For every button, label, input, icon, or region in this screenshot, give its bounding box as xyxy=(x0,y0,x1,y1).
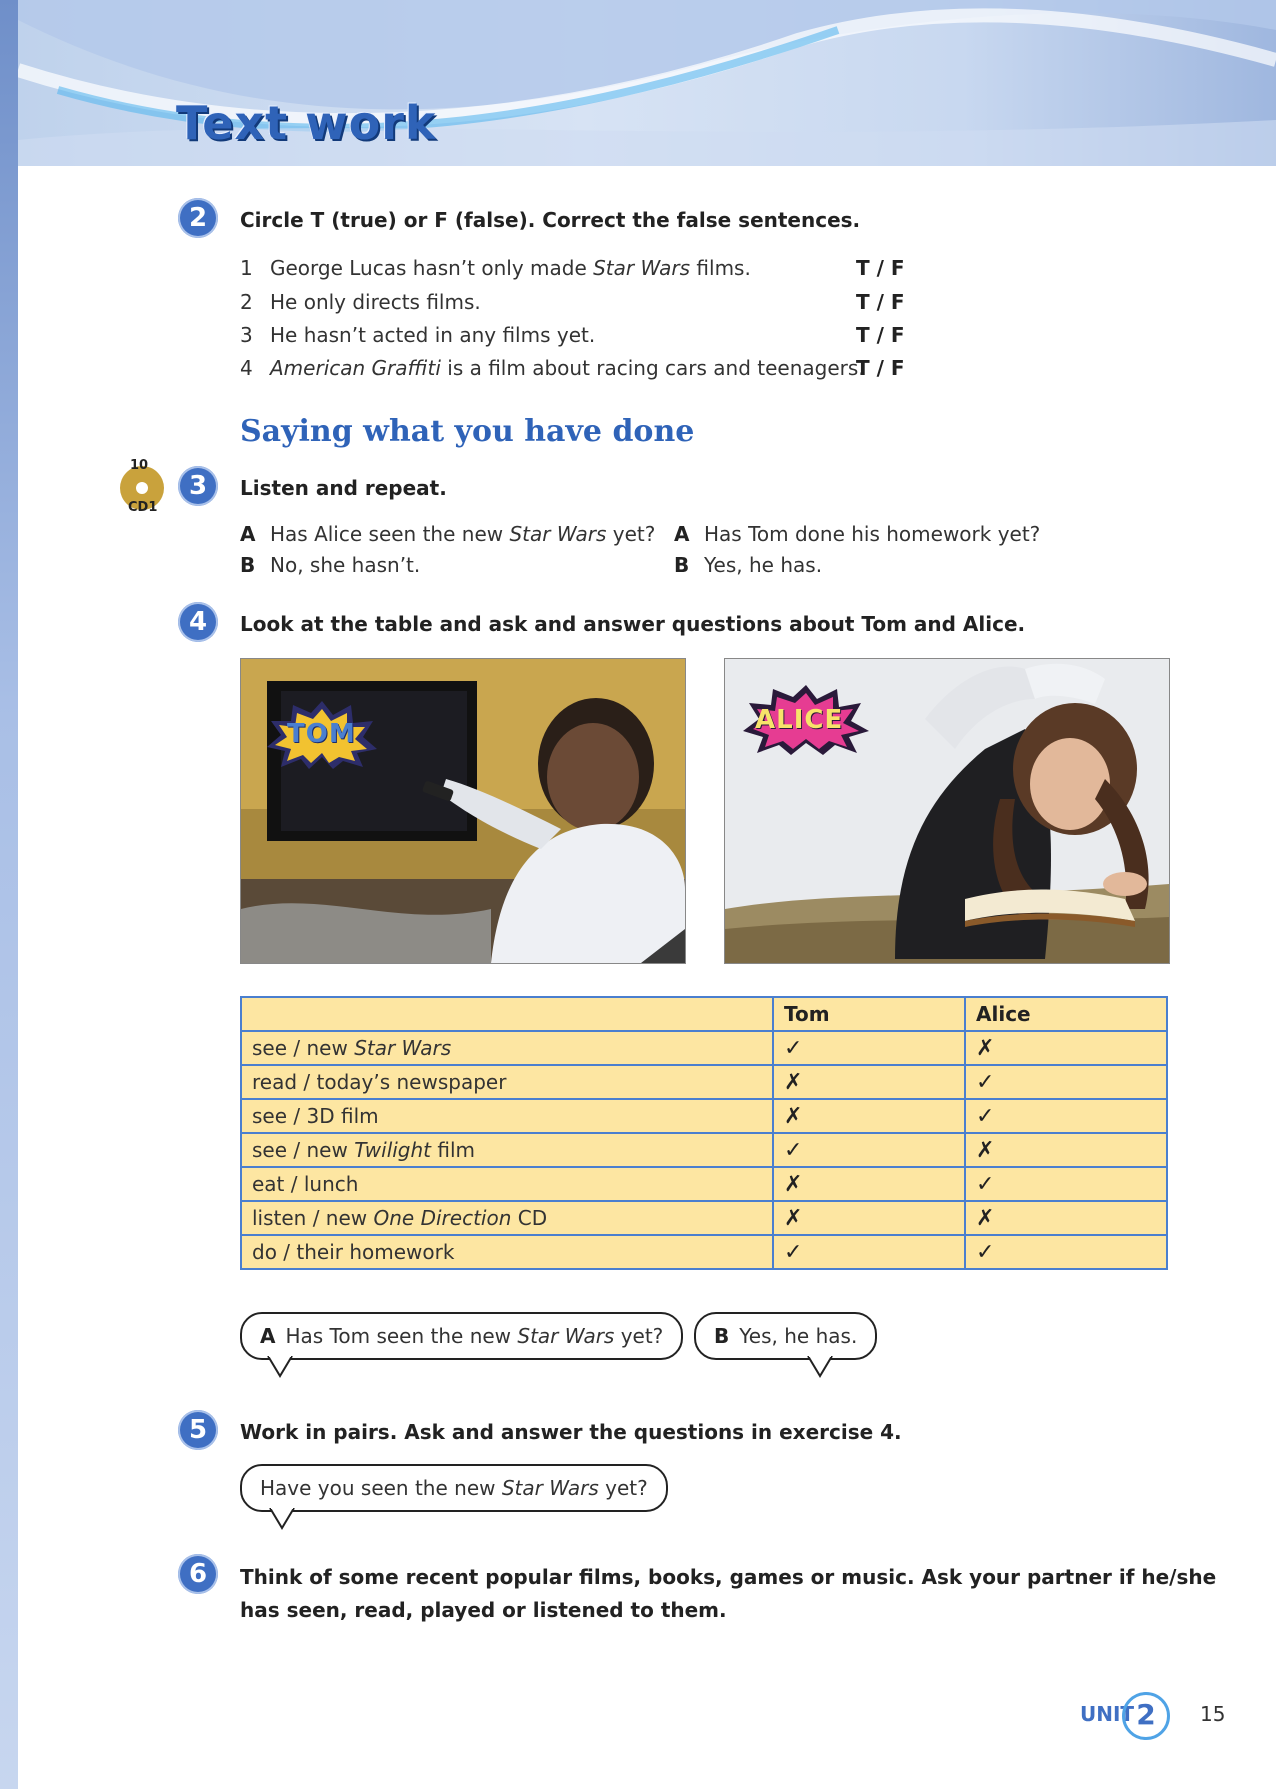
exercise-number-3: 3 xyxy=(178,466,218,506)
activity-text: eat / lunch xyxy=(252,1172,359,1196)
tom-mark: ✓ xyxy=(773,1133,965,1167)
bubble-text: Has Tom seen the new xyxy=(285,1324,518,1348)
dialogue-1-line-a xyxy=(240,522,655,546)
speaker-label: B xyxy=(674,553,690,577)
activity-cell xyxy=(241,1065,773,1099)
activity-cell xyxy=(241,1167,773,1201)
activity-text: see / new xyxy=(252,1138,355,1162)
alice-mark: ✓ xyxy=(965,1167,1167,1201)
header-banner xyxy=(18,0,1276,166)
item-text: He only directs films. xyxy=(270,290,481,314)
item-text-end: is a film about racing cars and teenagers. xyxy=(440,356,865,380)
activity-text-end: CD xyxy=(511,1206,548,1230)
cd-track-number: 10 xyxy=(130,458,149,473)
activity-text: read / today’s newspaper xyxy=(252,1070,507,1094)
alice-photo xyxy=(724,658,1170,964)
activity-title-italic: Star Wars xyxy=(354,1036,452,1060)
item-number: 4 xyxy=(240,356,253,380)
activity-cell xyxy=(241,1201,773,1235)
activity-title-italic: One Direction xyxy=(373,1206,512,1230)
alice-mark: ✗ xyxy=(965,1031,1167,1065)
bubble-text: Yes, he has. xyxy=(739,1324,858,1348)
table-header-row xyxy=(241,997,1167,1031)
ex2-item-2 xyxy=(240,290,481,314)
speaker-label: A xyxy=(674,522,690,546)
dialogue-1-line-b xyxy=(240,553,420,577)
item-number: 2 xyxy=(240,290,253,314)
exercise-6-instruction-line-1: Think of some recent popular films, books, games or music. Ask your partner if he/she xyxy=(240,1565,1217,1589)
tom-mark: ✓ xyxy=(773,1235,965,1269)
speech-bubble-a-tail xyxy=(266,1356,296,1378)
alice-badge-label: ALICE xyxy=(755,705,844,735)
table-row xyxy=(241,1099,1167,1133)
unit-label: UNIT xyxy=(1080,1702,1135,1726)
left-color-bar xyxy=(0,0,18,1789)
tom-mark: ✓ xyxy=(773,1031,965,1065)
tf-choice-1[interactable]: T / F xyxy=(856,256,905,280)
tom-badge-label: TOM xyxy=(287,719,356,749)
speaker-label: A xyxy=(260,1324,276,1348)
exercise-6-instruction-line-2: has seen, read, played or listened to them. xyxy=(240,1598,727,1622)
unit-number-badge: 2 xyxy=(1122,1692,1170,1740)
header-tom: Tom xyxy=(773,997,965,1031)
tom-mark: ✗ xyxy=(773,1099,965,1133)
table-row xyxy=(241,1031,1167,1065)
tom-alice-table xyxy=(240,996,1168,1270)
cd-hole xyxy=(136,482,148,494)
tom-mark: ✗ xyxy=(773,1065,965,1099)
speech-bubble-b xyxy=(694,1312,877,1360)
exercise-2-instruction: Circle T (true) or F (false). Correct the false sentences. xyxy=(240,208,861,232)
cd-disc-label: CD1 xyxy=(128,500,158,515)
table-row xyxy=(241,1065,1167,1099)
alice-mark: ✓ xyxy=(965,1065,1167,1099)
line-text: Yes, he has. xyxy=(704,553,823,577)
tom-mark: ✗ xyxy=(773,1167,965,1201)
table-row xyxy=(241,1201,1167,1235)
exercise-number-5: 5 xyxy=(178,1410,218,1450)
ex2-item-3 xyxy=(240,323,595,347)
page-number: 15 xyxy=(1200,1702,1226,1726)
exercise-number-2: 2 xyxy=(178,198,218,238)
exercise-3-instruction: Listen and repeat. xyxy=(240,476,447,500)
section-heading: Saying what you have done xyxy=(240,414,695,449)
bubble-text-end: yet? xyxy=(598,1476,648,1500)
speech-bubble-b-tail xyxy=(806,1356,836,1378)
ex2-item-4 xyxy=(240,356,865,380)
tf-choice-4[interactable]: T / F xyxy=(856,356,905,380)
line-text: Has Alice seen the new xyxy=(270,522,510,546)
tom-photo xyxy=(240,658,686,964)
page-title: Text work xyxy=(176,96,437,150)
exercise-number-6: 6 xyxy=(178,1554,218,1594)
speaker-label: B xyxy=(240,553,256,577)
alice-mark: ✓ xyxy=(965,1235,1167,1269)
tf-choice-2[interactable]: T / F xyxy=(856,290,905,314)
activity-text: listen / new xyxy=(252,1206,374,1230)
table-row xyxy=(241,1167,1167,1201)
line-text: No, she hasn’t. xyxy=(270,553,421,577)
table-row xyxy=(241,1133,1167,1167)
exercise-5-instruction: Work in pairs. Ask and answer the questions in exercise 4. xyxy=(240,1420,902,1444)
activity-cell xyxy=(241,1031,773,1065)
item-number: 1 xyxy=(240,256,253,280)
bubble-title-italic: Star Wars xyxy=(501,1476,599,1500)
activity-cell xyxy=(241,1235,773,1269)
activity-cell xyxy=(241,1133,773,1167)
bubble-title-italic: Star Wars xyxy=(517,1324,615,1348)
activity-text: see / new xyxy=(252,1036,355,1060)
item-text-end: films. xyxy=(690,256,751,280)
line-title-italic: Star Wars xyxy=(509,522,607,546)
item-title-italic: Star Wars xyxy=(593,256,691,280)
bubble-text-end: yet? xyxy=(614,1324,664,1348)
item-title-italic: American Graffiti xyxy=(270,356,441,380)
alice-mark: ✗ xyxy=(965,1201,1167,1235)
alice-mark: ✗ xyxy=(965,1133,1167,1167)
tom-mark: ✗ xyxy=(773,1201,965,1235)
speaker-label: B xyxy=(714,1324,730,1348)
activity-text: do / their homework xyxy=(252,1240,455,1264)
speech-bubble-question xyxy=(240,1464,668,1512)
item-text: George Lucas hasn’t only made xyxy=(270,256,594,280)
line-text-end: yet? xyxy=(606,522,656,546)
activity-text: see / 3D film xyxy=(252,1104,379,1128)
speaker-label: A xyxy=(240,522,256,546)
header-alice: Alice xyxy=(965,997,1167,1031)
exercise-4-instruction: Look at the table and ask and answer questions about Tom and Alice. xyxy=(240,612,1026,636)
dialogue-2-line-b xyxy=(674,553,822,577)
dialogue-2-line-a xyxy=(674,522,1040,546)
item-text: He hasn’t acted in any films yet. xyxy=(270,323,596,347)
bubble-text: Have you seen the new xyxy=(260,1476,502,1500)
activity-cell xyxy=(241,1099,773,1133)
tf-choice-3[interactable]: T / F xyxy=(856,323,905,347)
alice-mark: ✓ xyxy=(965,1099,1167,1133)
activity-title-italic: Twilight xyxy=(354,1138,432,1162)
line-text: Has Tom done his homework yet? xyxy=(704,522,1041,546)
table-row xyxy=(241,1235,1167,1269)
header-activity-cell xyxy=(241,997,773,1031)
speech-bubble-question-tail xyxy=(268,1508,298,1530)
activity-text-end: film xyxy=(431,1138,476,1162)
item-number: 3 xyxy=(240,323,253,347)
ex2-item-1 xyxy=(240,256,751,280)
speech-bubble-a xyxy=(240,1312,683,1360)
exercise-number-4: 4 xyxy=(178,602,218,642)
